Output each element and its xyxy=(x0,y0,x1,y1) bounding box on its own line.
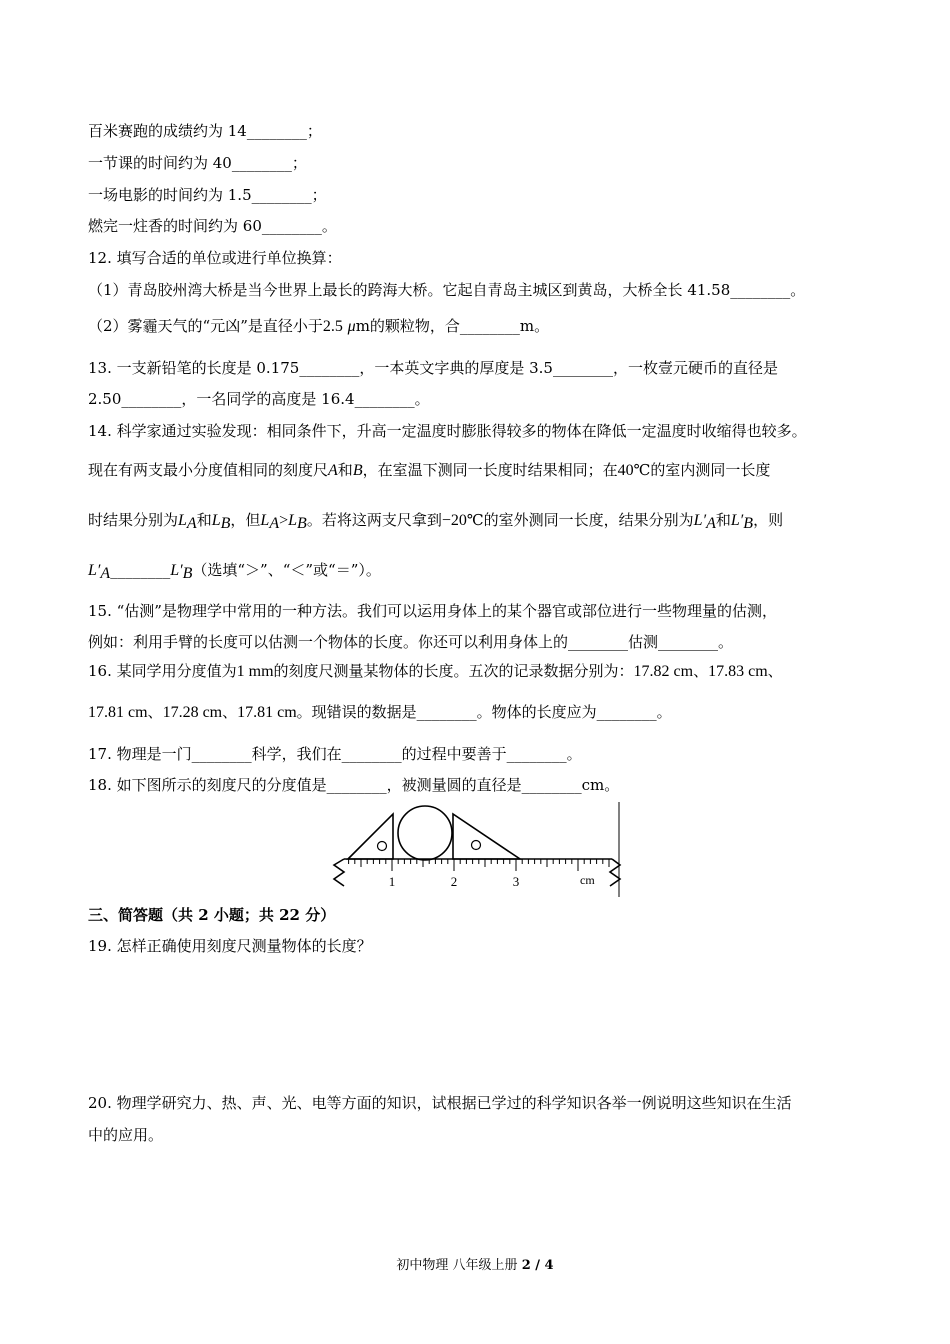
q17: 17. 物理是一门________科学，我们在________的过程中要善于________。 xyxy=(88,745,582,763)
footer-text: 初中物理 八年级上册 xyxy=(396,1258,522,1273)
q13-line-2: 2.50________，一名同学的高度是 16.4________。 xyxy=(88,390,430,408)
q14-line-3: 时结果分别为$L_A$和$L_B$，但$L_A>L_B$。若将这两支尺拿到−20℃的室外测同一长度，结果分别为$L'_A$和$L'_B$，则 xyxy=(88,511,784,532)
q11-line-2: 一节课的时间约为 40________； xyxy=(88,154,307,172)
right-triangle-hole xyxy=(472,841,481,850)
unit-label: cm xyxy=(580,873,595,887)
q15-line-1: 15. “估测”是物理学中常用的一种方法。我们可以运用身体上的某个器官或部位进行一些物理量的估测， xyxy=(88,602,777,620)
ruler-break-left xyxy=(334,859,344,886)
q20-line-1: 20. 物理学研究力、热、声、光、电等方面的知识，试根据已学过的科学知识各举一例说明这些知识在生活 xyxy=(88,1094,792,1112)
q14-line-4: $L'_A\_\_\_\_\_\_\_\_L'_B$（选填“＞”、“＜”或“＝”）。 xyxy=(88,561,381,582)
tick-label-3: 3 xyxy=(512,874,520,889)
left-triangle-hole xyxy=(378,842,387,851)
page-number: 2 / 4 xyxy=(521,1258,554,1273)
q16-line-1: 16. 某同学用分度值为1 mm的刻度尺测量某物体的长度。五次的记录数据分别为：17.82 cm、17.83 cm、 xyxy=(88,662,783,680)
tick-label-1: 1 xyxy=(388,874,396,889)
q19: 19. 怎样正确使用刻度尺测量物体的长度？ xyxy=(88,937,372,955)
q14-line-2: 现在有两支最小分度值相同的刻度尺A和B，在室温下测同一长度时结果相同；在40℃的室内测同一长度 xyxy=(88,461,771,479)
ruler-figure xyxy=(330,802,625,901)
q12-part1: （1）青岛胶州湾大桥是当今世界上最长的跨海大桥。它起自青岛主城区到黄岛，大桥全长 41.58________。 xyxy=(88,281,806,299)
q15-line-2: 例如：利用手臂的长度可以估测一个物体的长度。你还可以利用身体上的________估测________。 xyxy=(88,633,734,651)
q18: 18. 如下图所示的刻度尺的分度值是________，被测量圆的直径是________cm。 xyxy=(88,776,620,794)
q20-line-2: 中的应用。 xyxy=(88,1126,164,1144)
ruler-diagram xyxy=(330,802,625,897)
left-triangle xyxy=(348,814,393,859)
ruler-ticks xyxy=(349,859,609,871)
q13-line-1: 13. 一支新铅笔的长度是 0.175________，一本英文字典的厚度是 3.5________，一枚壹元硬币的直径是 xyxy=(88,359,778,377)
page-footer xyxy=(0,1254,950,1273)
q11-line-3: 一场电影的时间约为 1.5________； xyxy=(88,186,327,204)
right-triangle xyxy=(453,814,520,859)
q11-line-1: 百米赛跑的成绩约为 14________； xyxy=(88,122,322,140)
q12-part2: （2）雾霾天气的“元凶”是直径小于2.5 μm的颗粒物，合________m。 xyxy=(88,317,550,335)
q12-title: 12. 填写合适的单位或进行单位换算： xyxy=(88,249,342,267)
q14-line-1: 14. 科学家通过实验发现：相同条件下，升高一定温度时膨胀得较多的物体在降低一定温度时收缩得也较多。 xyxy=(88,422,807,440)
q16-line-2: 17.81 cm、17.28 cm、17.81 cm。现错误的数据是________。物体的长度应为________。 xyxy=(88,703,672,721)
section-3-heading: 三、简答题（共 2 小题；共 22 分） xyxy=(88,906,336,924)
measured-circle xyxy=(398,806,452,860)
tick-label-2: 2 xyxy=(450,874,458,889)
q11-line-4: 燃完一炷香的时间约为 60________。 xyxy=(88,217,337,235)
